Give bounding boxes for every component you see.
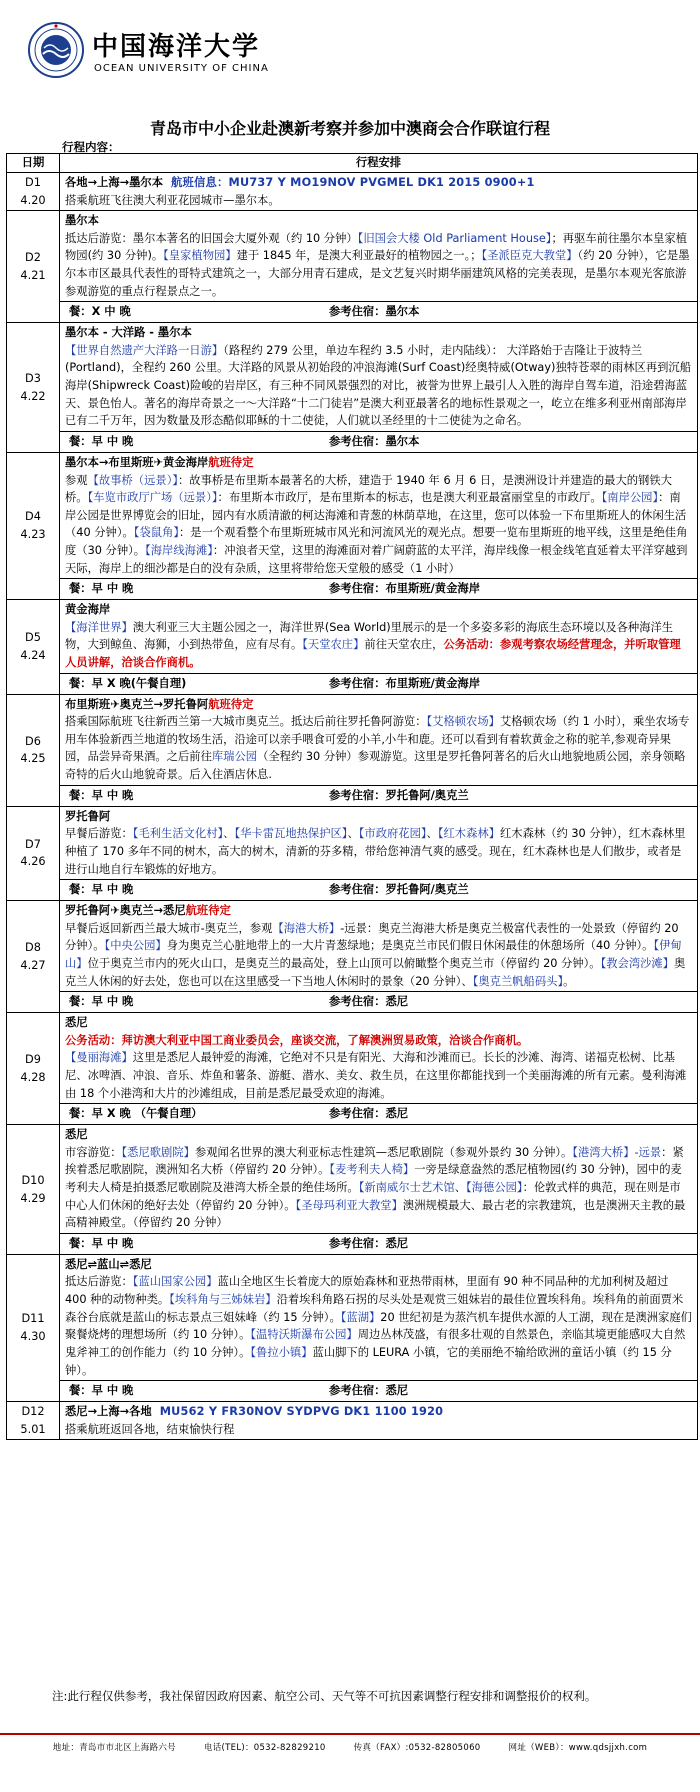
day-number: D2 [25,251,41,265]
day-date: 4.23 [20,528,46,542]
attraction-name: 【旧国会大楼 Old Parliament House】 [357,231,552,245]
attraction-name: 【蓝山国家公园】 [132,1275,218,1289]
day-row [7,694,698,785]
day-plan-cell [60,600,698,673]
day-cell [7,901,60,1013]
hotel: 参考住宿：罗托鲁阿/奥克兰 [329,788,469,802]
day-cell [7,1402,60,1440]
attraction-name: 【南岸公园】 [601,491,659,505]
hotel: 参考住宿：墨尔本 [329,305,420,319]
day-plan-cell [60,901,698,992]
disclaimer-note: 注:此行程仅供参考，我社保留因政府因素、航空公司、天气等不可抗因素调整行程安排和调整报价的权利。 [52,1689,597,1703]
route-text: 悉尼 [65,1128,88,1142]
attraction-name: 【温特沃斯瀑布公园】 [250,1328,358,1342]
hotel: 参考住宿：悉尼 [329,1236,409,1250]
column-header-plan: 行程安排 [60,154,698,173]
day-plan-cell [60,452,698,578]
day-route [65,1256,692,1274]
itinerary-table [6,153,698,1440]
day-route [65,1126,692,1144]
hotel: 参考住宿：悉尼 [329,1384,409,1398]
meals: 餐：早 中 晚 [69,788,134,802]
footer-divider [0,1733,700,1735]
meal-row [7,880,698,901]
route-text: 悉尼⇌蓝山⇌悉尼 [65,1257,152,1271]
description-text: 沿着埃科角路石拐的尽头处是观赏三姐妹岩的最佳位置埃科角。埃科角的前面贾米森谷台底就是蓝山的标志景点三姐妹峰（约 15 分钟）。 [65,1293,684,1324]
day-plan-cell [60,1125,698,1234]
attraction-name: 【麦考利夫人椅】 [329,1163,415,1177]
day-date: 4.26 [20,855,46,869]
day-description [65,713,692,783]
attraction-name: 【埃科角与三姊妹岩】 [169,1293,277,1307]
day-cell [7,806,60,900]
attraction-name: 【天堂农庄】 [302,638,365,652]
day-cell [7,173,60,211]
description-text: ：南岸公园是世界博览会的旧址，园内有水质清澈的柯达海滩和青葱的林荫草地，在这里，您可以体验一下布里斯班人的休闲生活（40 分钟）。 [65,491,687,540]
description-text: ：伦敦式样的典范，现在则是市中心人们休闲的绝好去处（停留约 20 分钟）。 [65,1181,681,1212]
route-text: 罗托鲁阿✈奥克兰→悉尼 [65,904,186,918]
day-description [65,192,692,210]
footer-fax: 传真（FAX）:0532-82805060 [353,1743,481,1753]
day-cell [7,211,60,323]
day-plan-cell [60,211,698,302]
description-text: 这里是悉尼人最钟爱的海滩，它绝对不只是有阳光、大海和沙滩而已。长长的沙滩、海湾、诺福克松树、比基尼、冰啤酒、冲浪、音乐、炸鱼和薯条、游艇、潜水、美女、救生员，在这里你都能找到一个美丽海滩的所有元素。曼利海滩由 18 个小港湾和大片的沙滩组成，目前是悉尼最受欢迎的海滩。 [65,1051,687,1100]
meals: 餐：早 X 晚 （午餐自理） [69,1107,203,1121]
day-number: D1 [25,176,41,189]
attraction-name: 【曼丽海滩】 [65,1051,133,1065]
description-text: 位于奥克兰市内的死火山口，是奥克兰的最高处，登上山顶可以俯瞰整个奥克兰市（停留约 20 分钟）。 [87,956,601,970]
description-text: 早餐后游览： [65,827,133,841]
day-row [7,1125,698,1234]
day-plan-cell [60,1254,698,1380]
day-cell [7,1125,60,1255]
day-number: D12 [21,1405,45,1419]
description-text: 蓝山全地区生长着庞大的原始森林和亚热带雨林，里面有 90 种不同品种的尤加利树及超过 400 种的动物种类。 [65,1275,669,1307]
day-date: 4.27 [20,958,46,972]
day-plan-cell [60,806,698,879]
day-description [65,1144,692,1232]
meal-row [7,302,698,323]
description-text: 搭乘国际航班飞往新西兰第一大城市奥克兰。抵达后前往罗托鲁阿游览： [65,715,427,729]
day-row [7,211,698,302]
description-text: 澳洲规模最大、最古老的宗教建筑，也是澳洲天主教的最高精神殿堂。（停留约 20 分钟） [65,1198,686,1230]
day-row [7,452,698,578]
meal-hotel-cell [60,1104,698,1125]
day-date: 4.30 [20,1329,46,1343]
description-text: ；再驱车前往墨尔本皇家植物园(约 30 分钟)。 [65,231,688,263]
day-route [65,1403,692,1421]
letterhead [0,0,700,95]
attraction-name: 【海岸线海滩】 [145,543,213,557]
official-activity: 公务活动：参观考察农场经营理念，并听取管理人员讲解，洽谈合作商机。 [65,638,681,670]
attraction-name: 【红木森林】 [437,827,500,841]
attraction-name: 【海德公园】 [466,1181,523,1195]
day-plan-cell [60,323,698,432]
day-description [65,1273,692,1379]
attraction-name: 【伊甸山】 [65,939,682,970]
route-text: 悉尼 [65,1016,88,1030]
day-number: D10 [21,1173,45,1187]
day-route [65,696,692,714]
description-text: 前往天堂农庄， [364,638,444,652]
attraction-name: 【蓝湖】 [340,1310,381,1324]
meal-hotel-cell [60,1381,698,1402]
description-text: 搭乘航班飞往澳大利亚花园城市—墨尔本。 [65,193,280,207]
description-text: 艾格顿农场（约 1 小时），乘坐农场专用车体验新西兰地道的牧场生活，沿途可以亲手喂食可爱的小羊,小牛和鹿。还可以看到有着软黄金之称的驼羊,参观奇异果园，品尝异奇果酒。之后前往 [65,715,690,764]
attraction-name: 【圣派臣克大教堂】 [481,249,578,263]
description-text: ：冲浪者天堂，这里的海滩面对着广阔蔚蓝的太平洋，海岸线像一根金线笔直延着太平洋穿越到天际，海岸上的细沙都是白的没有杂质，这里将带给您天堂般的感受（1 小时） [65,543,688,575]
day-description [65,1421,692,1439]
day-number: D6 [25,734,41,748]
day-date: 4.29 [20,1191,46,1205]
route-text: 黄金海岸 [65,603,111,617]
description-text: 建于 1845 年，是澳大利亚最好的植物园之一。； [236,249,482,263]
attraction-name: 【艾格顿农场】 [426,715,500,729]
route-text: 布里斯班✈奥克兰→罗托鲁阿 [65,697,209,711]
day-number: D7 [25,837,41,851]
day-date: 4.25 [20,752,46,766]
day-description [65,825,692,878]
day-row [7,323,698,432]
day-row [7,1402,698,1440]
flight-info: MU562 Y FR30NOV SYDPVG DK1 1100 1920 [159,1405,444,1419]
attraction-name: 库瑞公园 [211,750,258,764]
day-number: D11 [21,1312,45,1326]
meals: 餐：X 中 晚 [69,305,131,319]
meal-hotel-cell [60,579,698,600]
day-row [7,901,698,992]
route-flight-pending: 航班待定 [185,904,231,918]
attraction-name: 【华卡雷瓦地热保护区】 [234,827,348,841]
logo-chinese-name: 中国海洋大学 [92,32,261,62]
day-plan-cell [60,1402,698,1440]
day-row [7,173,698,211]
day-cell [7,452,60,599]
description-text: 、 [347,827,359,841]
footer-phone: 电话(TEL)：0532-82829210 [203,1743,326,1753]
day-date: 5.01 [20,1422,46,1436]
meal-hotel-cell [60,302,698,323]
meal-hotel-cell [60,992,698,1013]
meal-row [7,1381,698,1402]
day-description [65,342,692,430]
meal-row [7,673,698,694]
attraction-name: 【海港大桥】 [272,921,341,935]
meal-row [7,785,698,806]
description-text: 市容游览： [65,1145,122,1159]
description-text: 蓝山脚下的 LEURA 小镇，它的美丽绝不输给欧洲的童话小镇（约 15 分钟）。 [65,1345,672,1377]
day-number: D3 [25,371,41,385]
route-text: 罗托鲁阿 [65,809,111,823]
day-cell [7,694,60,806]
description-text: 一旁是绿意盎然的悉尼植物园(约 30 分钟)，园中的麦考利夫人椅是拍摄悉尼歌剧院及港湾大桥全景的绝佳场所。 [65,1163,682,1195]
column-header-date: 日期 [7,154,60,173]
day-description [65,472,692,578]
meal-hotel-cell [60,673,698,694]
day-route [65,174,692,192]
attraction-name: 【中央公园】 [104,939,167,953]
footer-contact [0,1741,700,1753]
attraction-name: 【市政府花园】 [358,827,427,841]
day-row [7,806,698,879]
day-date: 4.24 [20,648,46,662]
hotel: 参考住宿：墨尔本 [329,434,420,448]
day-date: 4.20 [20,193,46,207]
day-route [65,808,692,826]
meal-row [7,579,698,600]
day-description [65,230,692,300]
flight-info: 航班信息：MU737 Y MO19NOV PVGMEL DK1 2015 0900+1 [171,176,535,189]
university-seal-logo [28,22,84,78]
description-text: 抵达后游览：墨尔本著名的旧国会大厦外观（约 10 分钟） [65,231,358,245]
day-description [65,619,692,672]
route-flight-pending: 航班待定 [208,455,254,469]
description-text: （路程约 279 公里，单边车程约 3.5 小时，走内陆线）： 大洋路始于吉隆让于波特兰(Portland)，全程约 260 公里。大洋路的风景从初始段的冲浪海滩(Surf Coast)经奥特威(Otway)独特苍翠的雨林区再到沉船海岸(Shipwreck Coast)险峻的岩岸区，有三种不同风景强烈的对比，被誉为世界上最引人入胜的海岸自驾车道，沿途碧海蓝天、景色怡人。著名的海岸奇景之一～大洋路“十二门徒岩”是澳大利亚最著名的地标性景观之一，屹立在维多利亚州南部海岸已有二千万年，因为数量及形态酷似耶稣的十二使徒，人们就以圣经里的十二使徒为之命名。 [65,343,692,428]
footer-web: 网址（WEB）：www.qdsjjxh.com [508,1743,648,1753]
hotel: 参考住宿：罗托鲁阿/奥克兰 [329,883,469,897]
description-text: ：布里斯本市政厅，是布里斯本的标志，也是澳大利亚最富丽堂皇的市政厅。 [217,491,602,505]
route-text: 墨尔本 [65,214,99,228]
attraction-name: 【港湾大桥】-远景 [572,1145,662,1159]
attraction-name: 【皇家植物园】 [163,249,237,263]
meal-row [7,992,698,1013]
meals: 餐：早 中 晚 [69,582,134,596]
description-text: 、 [223,827,235,841]
route-text: 悉尼→上海→各地 [65,1405,152,1419]
attraction-name: 【教会湾沙滩】 [600,956,675,970]
description-text: 。 [563,974,575,988]
description-text: ：是一个观看整个布里斯班城市风光和河流风光的观光点。想要一览布里斯班的地平线，这里是绝佳角度（30 分钟）。 [65,526,688,557]
description-text: 20 世纪初是为蒸汽机车提供水源的人工湖，现在是澳洲家庭们聚餐烧烤的理想场所（约 10 分钟）。 [65,1310,692,1342]
day-description [65,1032,692,1102]
day-date: 4.21 [20,268,46,282]
description-text: 搭乘航班返回各地，结束愉快行程 [65,1422,235,1436]
description-text: 周边丛林茂盛，有很多壮观的自然景色，亲临其境更能感叹大自然鬼斧神工的创作能力（约 10 分钟）。 [65,1328,686,1359]
meals: 餐：早 中 晚 [69,1236,134,1250]
hotel: 参考住宿：布里斯班/黄金海岸 [329,582,480,596]
day-route [65,1014,692,1032]
day-route [65,902,692,920]
description-text: ：紧挨着悉尼歌剧院，澳洲知名大桥（停留约 20 分钟）。 [65,1145,684,1177]
description-text: 奥克兰人休闲的好去处，您也可以在这里感受一下当地人休闲时的景象（20 分钟）、 [65,956,686,988]
attraction-name: 【鲁拉小镇】 [250,1345,313,1359]
description-text: 抵达后游览： [65,1275,133,1289]
meals: 餐：早 X 晚(午餐自理) [69,676,187,690]
hotel: 参考住宿：悉尼 [329,1107,409,1121]
description-text: ：故事桥是布里斯本最著名的大桥，建造于 1940 年 6 月 6 日，是澳洲设计并建造的最大的钢铁大桥。 [65,473,672,505]
footer-address: 地址：青岛市市北区上海路六号 [52,1743,176,1753]
attraction-name: 【世界自然遗产大洋路一日游】 [65,343,224,357]
description-text: 澳大利亚三大主题公园之一，海洋世界(Sea World)里展示的是一个多姿多彩的海底生态环境以及各种海洋生物，大到鲸鱼、海狮，小到热带鱼，应有尽有。 [65,620,674,652]
day-date: 4.22 [20,389,46,403]
meal-hotel-cell [60,880,698,901]
description-text: -远景：奥克兰海港大桥是奥克兰极富代表性的一处景致（停留约 20 分钟）。 [65,921,679,953]
document-title: 青岛市中小企业赴澳新考察并参加中澳商会合作联谊行程 [149,119,550,138]
description-text: 、 [426,827,438,841]
route-text: 各地→上海→墨尔本 [65,176,164,189]
day-row [7,1254,698,1380]
day-route [65,212,692,230]
description-text: 身为奥克兰心脏地带上的一大片青葱绿地；是奥克兰市民们假日休闲最佳的休憩场所（40 分钟）。 [166,939,654,953]
day-route [65,454,692,472]
day-cell [7,323,60,453]
day-plan-cell [60,694,698,785]
description-text: 早餐后返回新西兰最大城市-奥克兰，参观 [65,921,273,935]
day-plan-cell [60,1013,698,1104]
description-text: 参观闻名世界的澳大利亚标志性建筑—悉尼歌剧院（参观外景约 30 分钟）。 [194,1145,573,1159]
meal-row [7,1104,698,1125]
attraction-name: 【海洋世界】 [65,620,133,634]
day-number: D4 [25,510,41,524]
description-text: 参观 [65,473,88,487]
day-cell [7,1013,60,1125]
day-route [65,601,692,619]
attraction-name: 【奥克兰帆船码头】 [472,974,564,988]
hotel: 参考住宿：布里斯班/黄金海岸 [329,676,480,690]
meal-row [7,1233,698,1254]
meal-hotel-cell [60,1233,698,1254]
attraction-name: 【车览市政厅广场（远景）】 [87,491,218,505]
day-cell [7,1254,60,1401]
attraction-name: 【毛利生活文化村】 [132,827,224,841]
day-row [7,1013,698,1104]
route-text: 墨尔本 - 大洋路 - 墨尔本 [65,326,192,340]
day-row [7,600,698,673]
route-text: 墨尔本→布里斯班✈黄金海岸 [65,455,209,469]
description-text: 、 [454,1181,467,1195]
attraction-name: 【故事桥（远景）】 [87,473,178,487]
meals: 餐：早 中 晚 [69,1384,134,1398]
attraction-name: 【圣母玛利亚大教堂】 [295,1198,403,1212]
route-flight-pending: 航班待定 [208,697,254,711]
description-text: 红木森林（约 30 分钟），红木森林里种植了 170 多年不同的树木，高大的树木，清新的芬多精，带给您神清气爽的感受。现在，红木森林也是人们散步，或者是进行山地自行车锻炼的好地方。 [65,827,686,876]
logo-english-name: OCEAN UNIVERSITY OF CHINA [94,63,269,74]
content-label: 行程内容： [62,140,120,154]
day-date: 4.28 [20,1070,46,1084]
attraction-name: 【悉尼歌剧院】 [121,1145,195,1159]
day-route [65,324,692,342]
day-number: D5 [25,631,41,645]
description-text: （全程约 30 分钟）参观游览。这里是罗托鲁阿著名的后火山地貌地质公园，亲身领略奇特的后火山地貌奇景。后入住酒店休息. [65,750,686,782]
day-description [65,920,692,990]
day-plan-cell [60,173,698,211]
attraction-name: 【新南威尔士艺术馆 [358,1181,455,1195]
meal-hotel-cell [60,431,698,452]
meals: 餐：早 中 晚 [69,434,134,448]
day-number: D9 [25,1053,41,1067]
attraction-name: 【袋鼠角】 [133,526,179,540]
official-activity: 公务活动：拜访澳大利亚中国工商业委员会，座谈交流，了解澳洲贸易政策，洽谈合作商机。 [65,1033,529,1047]
hotel: 参考住宿：悉尼 [329,995,409,1009]
table-header-row [7,154,698,173]
meals: 餐：早 中 晚 [69,883,134,897]
meal-hotel-cell [60,785,698,806]
meals: 餐：早 中 晚 [69,995,134,1009]
itinerary-body [7,173,698,1440]
description-text: （约 20 分钟），它是墨尔本市区最具代表性的哥特式建筑之一，大部分用青石建成，是文艺复兴时期华丽建筑风格的完美表现，是墨尔本观光客旅游参观游览的重点行程景点之一。 [65,249,690,298]
day-cell [7,600,60,694]
day-number: D8 [25,941,41,955]
meal-row [7,431,698,452]
